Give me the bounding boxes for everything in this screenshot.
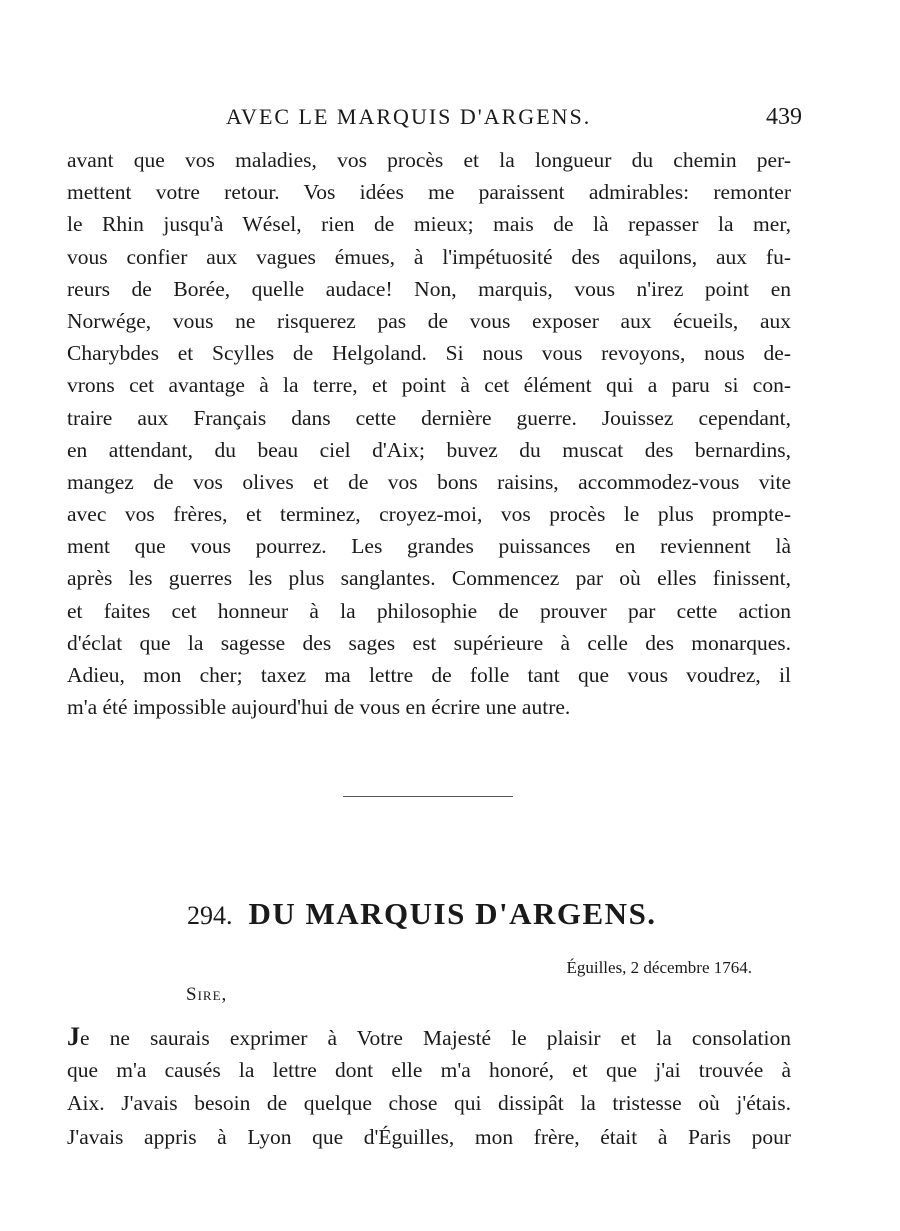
text-line: J'avais appris à Lyon que d'Éguilles, mon frère, était à Paris pour (67, 1124, 791, 1149)
text-line: Aix. J'avais besoin de quelque chose qui dissipât la tristesse où j'étais. (67, 1091, 791, 1115)
section-separator-rule (343, 796, 513, 797)
text-line: mettent votre retour. Vos idées me paraissent admirables: remonter (67, 180, 791, 205)
text-line: avec vos frères, et terminez, croyez-moi, vos procès le plus prompte- (67, 502, 791, 527)
text-line: reurs de Borée, quelle audace! Non, marquis, vous n'irez point en (67, 276, 791, 301)
letter-heading (187, 896, 657, 932)
text-line: vous confier aux vagues émues, à l'impétuosité des aquilons, aux fu- (67, 244, 791, 269)
text-line: d'éclat que la sagesse des sages est supérieure à celle des monarques. (67, 630, 791, 655)
text-line: après les guerres les plus sanglantes. Commencez par où elles finissent, (67, 566, 791, 591)
text-line-rest: e ne saurais exprimer à Votre Majesté le plaisir et la consolation (80, 1026, 791, 1050)
letter-continuation-text (67, 144, 791, 723)
page-number: 439 (766, 104, 802, 130)
text-line: avant que vos maladies, vos procès et la longueur du chemin per- (67, 148, 791, 172)
initial-letter: J (67, 1022, 80, 1051)
text-line: traire aux Français dans cette dernière guerre. Jouissez cependant, (67, 405, 791, 430)
text-line: m'a été impossible aujourd'hui de vous en écrire une autre. (67, 695, 571, 720)
text-line: vrons cet avantage à la terre, et point à cet élément qui a paru si con- (67, 373, 791, 398)
text-line: en attendant, du beau ciel d'Aix; buvez du muscat des bernardins, (67, 437, 791, 462)
text-line: Charybdes et Scylles de Helgoland. Si nous vous revoyons, nous de- (67, 341, 791, 366)
text-line: Adieu, mon cher; taxez ma lettre de folle tant que vous voudrez, il (67, 663, 791, 687)
running-title: AVEC LE MARQUIS D'ARGENS. (226, 104, 592, 129)
letter-body-text (67, 1020, 791, 1154)
text-line: Norwége, vous ne risquerez pas de vous exposer aux écueils, aux (67, 308, 791, 333)
text-line: et faites cet honneur à la philosophie de prouver par cette action (67, 598, 791, 623)
letter-salutation: Sire, (186, 984, 228, 1005)
letter-number: 294. (187, 901, 233, 930)
letter-dateline: Éguilles, 2 décembre 1764. (566, 958, 752, 977)
text-line: ment que vous pourrez. Les grandes puissances en reviennent là (67, 534, 791, 559)
text-line (67, 1020, 791, 1054)
running-header (0, 104, 900, 134)
text-line: que m'a causés la lettre dont elle m'a honoré, et que j'ai trouvée à (67, 1057, 791, 1082)
letter-title: DU MARQUIS D'ARGENS. (248, 896, 657, 931)
text-line: le Rhin jusqu'à Wésel, rien de mieux; mais de là repasser la mer, (67, 212, 791, 237)
text-line: mangez de vos olives et de vos bons raisins, accommodez-vous vite (67, 469, 791, 494)
